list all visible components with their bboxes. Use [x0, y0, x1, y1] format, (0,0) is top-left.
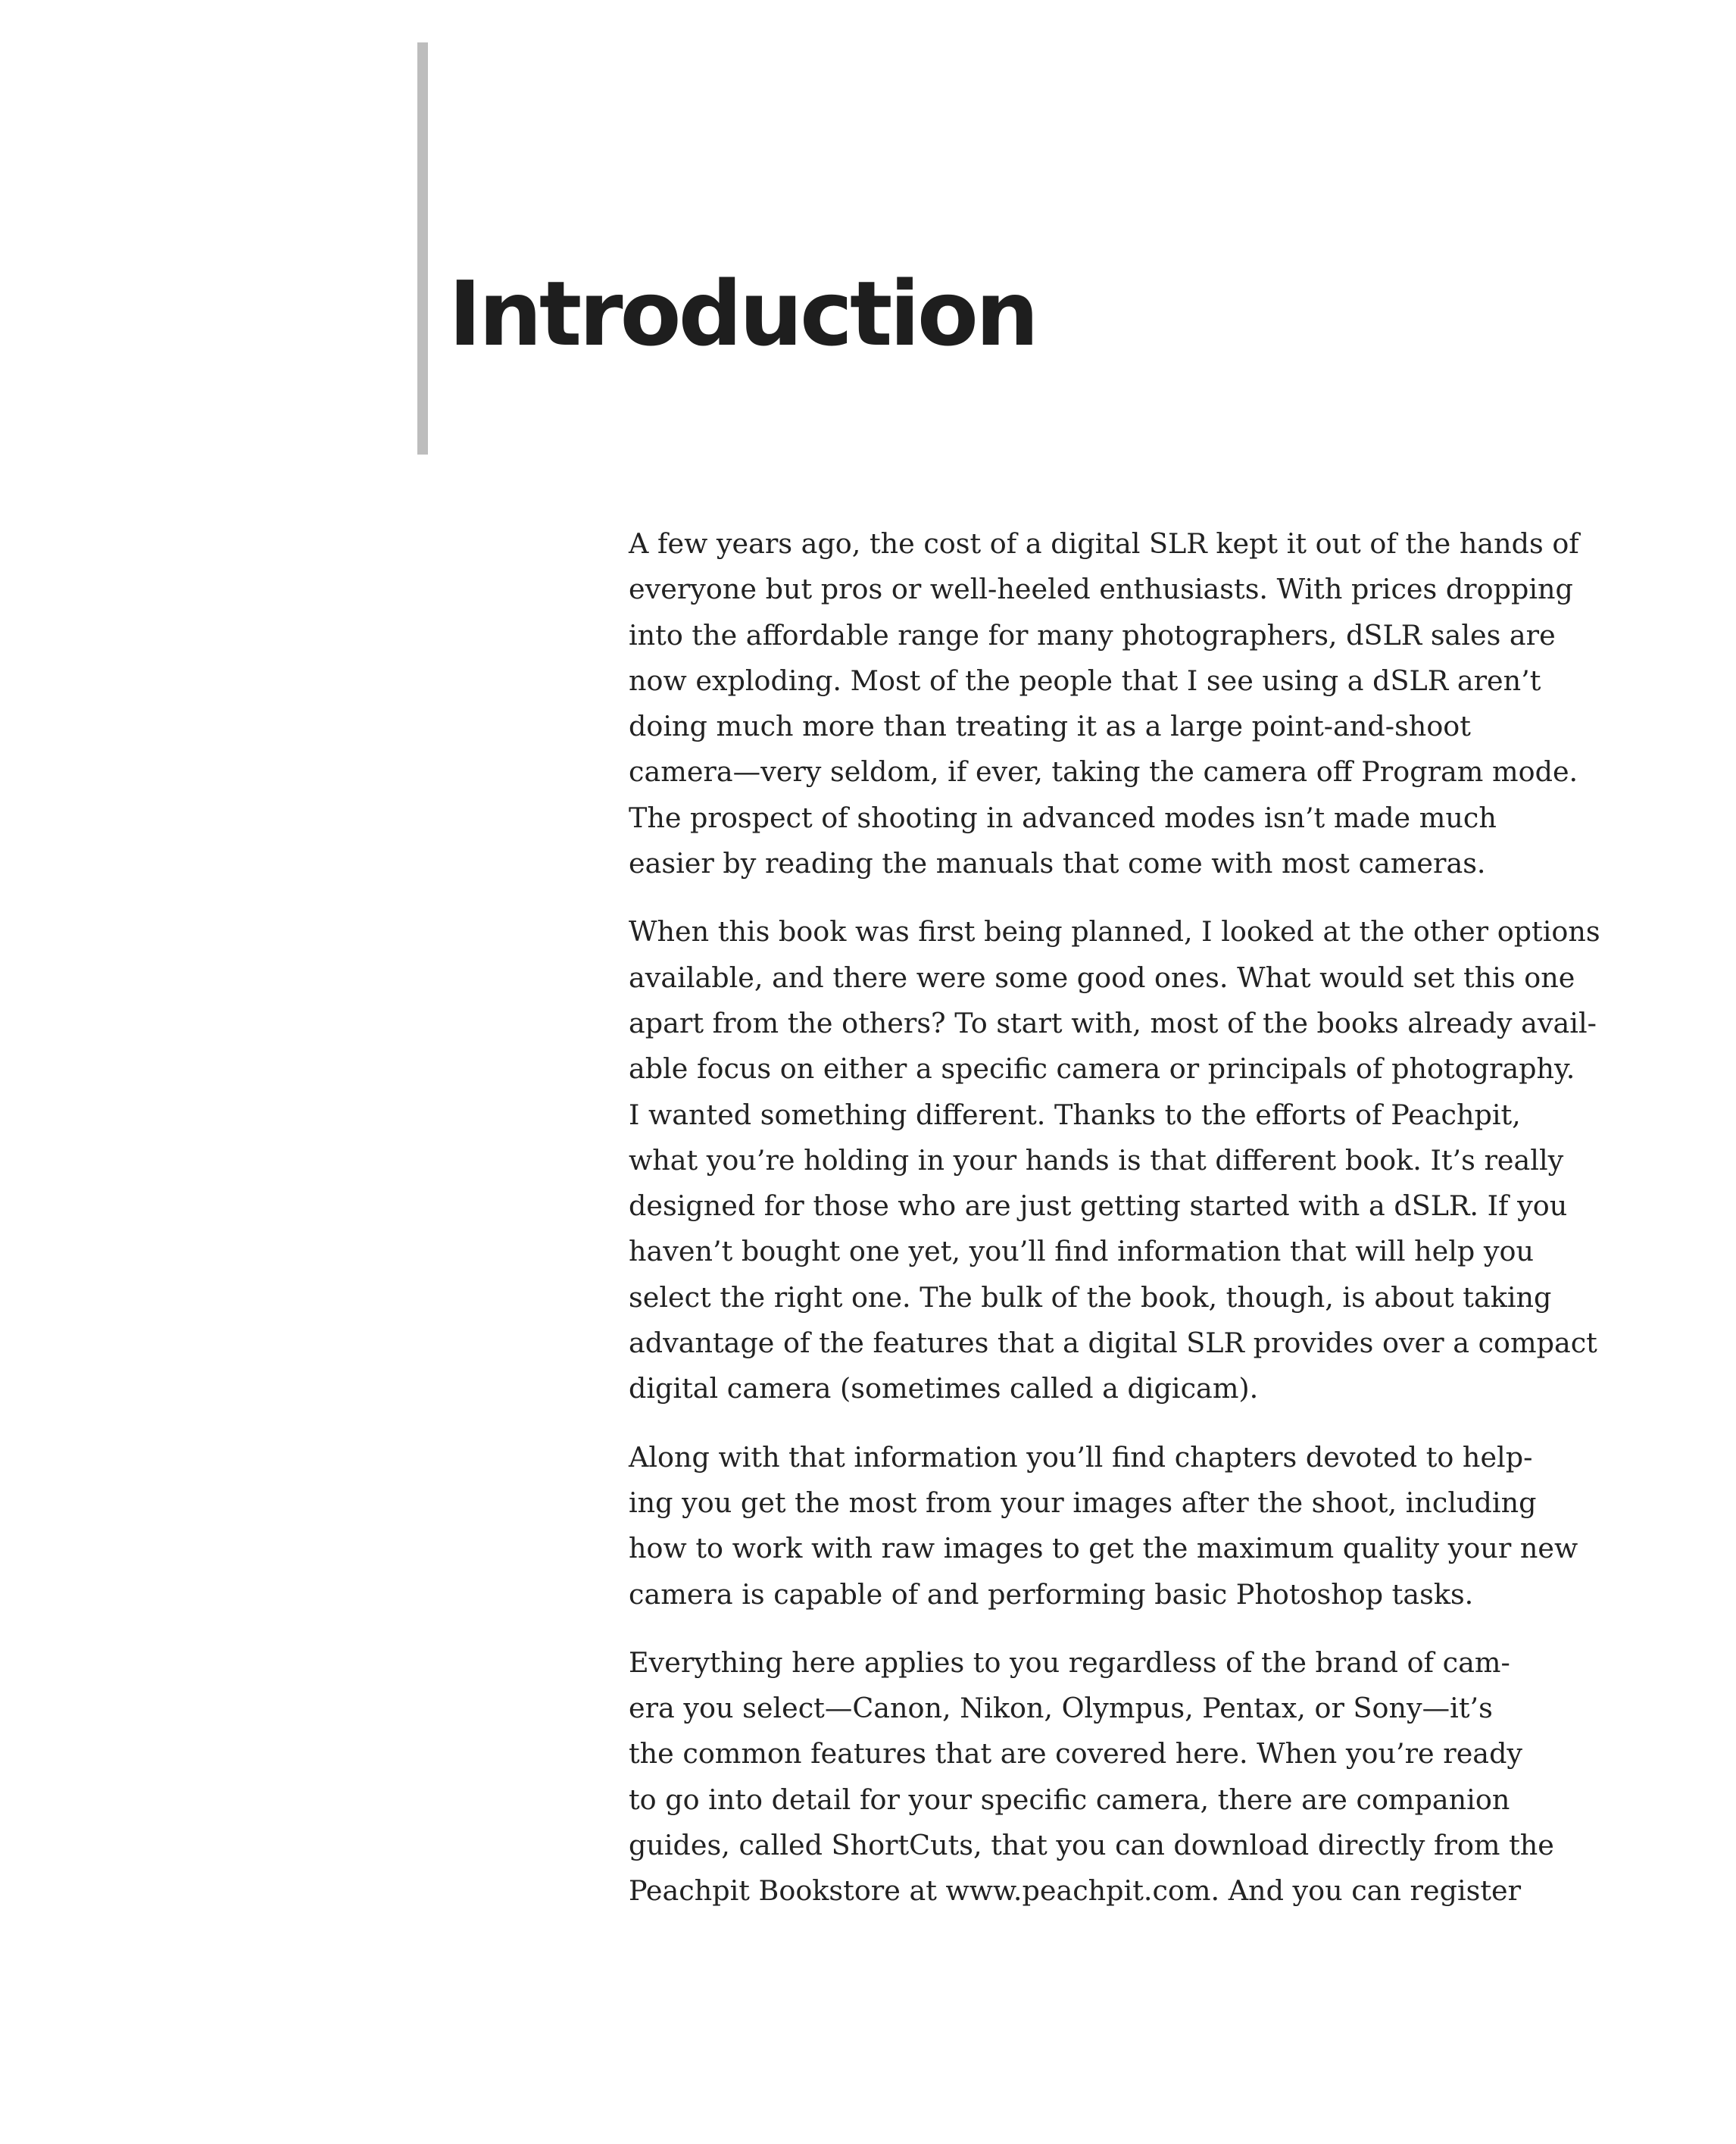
text-line: Along with that information you’ll find chapters devoted to help- — [629, 1440, 1533, 1474]
text-line: select the right one. The bulk of the book, though, is about taking — [629, 1280, 1552, 1314]
text-line: When this book was first being planned, I looked at the other options — [629, 915, 1600, 949]
text-line: guides, called ShortCuts, that you can download directly from the — [629, 1829, 1554, 1862]
chapter-accent-bar — [417, 42, 428, 455]
text-line: A few years ago, the cost of a digital SLR kept it out of the hands of — [629, 527, 1579, 560]
text-line: designed for those who are just getting started with a dSLR. If you — [629, 1189, 1568, 1223]
text-line: advantage of the features that a digital SLR provides over a compact — [629, 1327, 1597, 1360]
text-line: digital camera (sometimes called a digicam). — [629, 1372, 1259, 1405]
text-line: into the affordable range for many photographers, dSLR sales are — [629, 618, 1556, 652]
text-line: era you select—Canon, Nikon, Olympus, Pentax, or Sony—it’s — [629, 1692, 1493, 1725]
text-line: now exploding. Most of the people that I see using a dSLR aren’t — [629, 664, 1541, 697]
text-line: I wanted something different. Thanks to the efforts of Peachpit, — [629, 1098, 1521, 1131]
text-line: camera is capable of and performing basic Photoshop tasks. — [629, 1577, 1474, 1611]
text-line: The prospect of shooting in advanced modes isn’t made much — [629, 801, 1497, 834]
text-line: available, and there were some good ones. What would set this one — [629, 961, 1575, 994]
paragraph — [629, 1640, 1554, 1914]
body-text — [629, 521, 1600, 1937]
text-line: ing you get the most from your images after the shoot, including — [629, 1486, 1537, 1519]
text-line: able focus on either a specific camera or principals of photography. — [629, 1052, 1575, 1086]
paragraph — [629, 909, 1600, 1411]
text-line: how to work with raw images to get the maximum quality your new — [629, 1532, 1578, 1565]
chapter-title: Introduction — [448, 261, 1036, 366]
text-line: easier by reading the manuals that come with most cameras. — [629, 847, 1486, 880]
paragraph — [629, 1435, 1578, 1617]
paragraph — [629, 521, 1579, 886]
text-line: camera—very seldom, if ever, taking the camera off Program mode. — [629, 755, 1578, 789]
text-line: doing much more than treating it as a large point-and-shoot — [629, 710, 1471, 743]
text-line: the common features that are covered here. When you’re ready — [629, 1737, 1523, 1771]
text-line: everyone but pros or well-heeled enthusiasts. With prices dropping — [629, 573, 1573, 606]
text-line: what you’re holding in your hands is that different book. It’s really — [629, 1143, 1564, 1177]
text-line: Peachpit Bookstore at www.peachpit.com. And you can register — [629, 1874, 1522, 1908]
text-line: haven’t bought one yet, you’ll find information that will help you — [629, 1235, 1534, 1268]
text-line: to go into detail for your specific camera, there are companion — [629, 1783, 1510, 1816]
text-line: Everything here applies to you regardless of the brand of cam- — [629, 1646, 1510, 1679]
text-line: apart from the others? To start with, most of the books already avail- — [629, 1006, 1597, 1039]
